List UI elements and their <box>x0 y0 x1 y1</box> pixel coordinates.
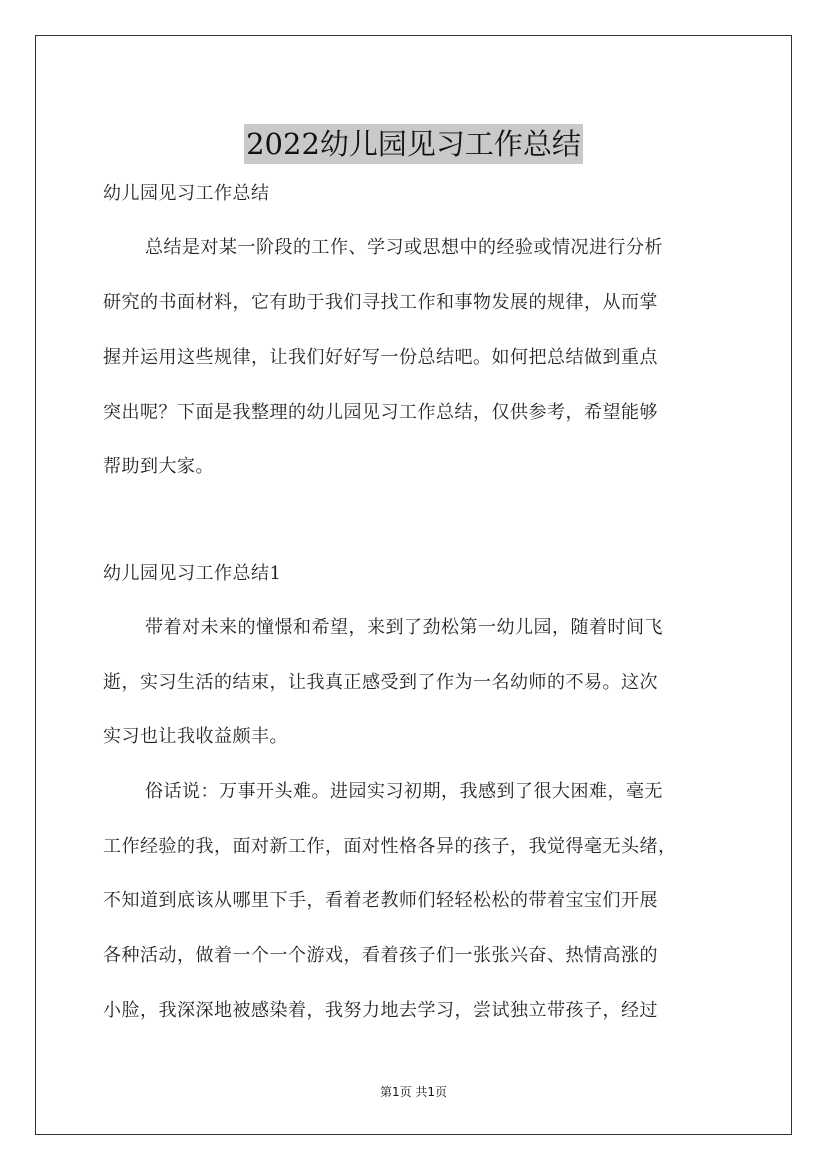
intro-line-5: 帮助到大家。 <box>103 456 214 477</box>
intro-line-3: 握并运用这些规律，让我们好好写一份总结吧。如何把总结做到重点 <box>103 347 658 368</box>
para2-line-3: 不知道到底该从哪里下手，看着老教师们轻轻松松的带着宝宝们开展 <box>103 890 658 911</box>
document-title: 2022幼儿园见习工作总结 <box>244 124 583 164</box>
para1-line-3: 实习也让我收益颇丰。 <box>103 726 288 747</box>
para1-line-1: 带着对未来的憧憬和希望，来到了劲松第一幼儿园，随着时间飞 <box>145 617 663 638</box>
intro-line-1: 总结是对某一阶段的工作、学习或思想中的经验或情况进行分析 <box>145 237 663 258</box>
intro-heading: 幼儿园见习工作总结 <box>103 183 270 204</box>
title-wrapper <box>36 124 791 164</box>
section1-heading: 幼儿园见习工作总结1 <box>103 563 282 584</box>
para2-line-4: 各种活动，做着一个一个游戏，看着孩子们一张张兴奋、热情高涨的 <box>103 945 658 966</box>
para2-line-2: 工作经验的我，面对新工作，面对性格各异的孩子，我觉得毫无头绪， <box>103 836 677 857</box>
para2-line-1: 俗话说：万事开头难。进园实习初期，我感到了很大困难，毫无 <box>145 781 663 802</box>
intro-line-4: 突出呢？下面是我整理的幼儿园见习工作总结，仅供参考，希望能够 <box>103 402 658 423</box>
page-footer: 第1页 共1页 <box>379 1085 448 1099</box>
document-page <box>35 35 792 1135</box>
intro-line-2: 研究的书面材料，它有助于我们寻找工作和事物发展的规律，从而掌 <box>103 292 658 313</box>
para1-line-2: 逝，实习生活的结束，让我真正感受到了作为一名幼师的不易。这次 <box>103 672 658 693</box>
para2-line-5: 小脸，我深深地被感染着，我努力地去学习，尝试独立带孩子，经过 <box>103 1000 658 1021</box>
